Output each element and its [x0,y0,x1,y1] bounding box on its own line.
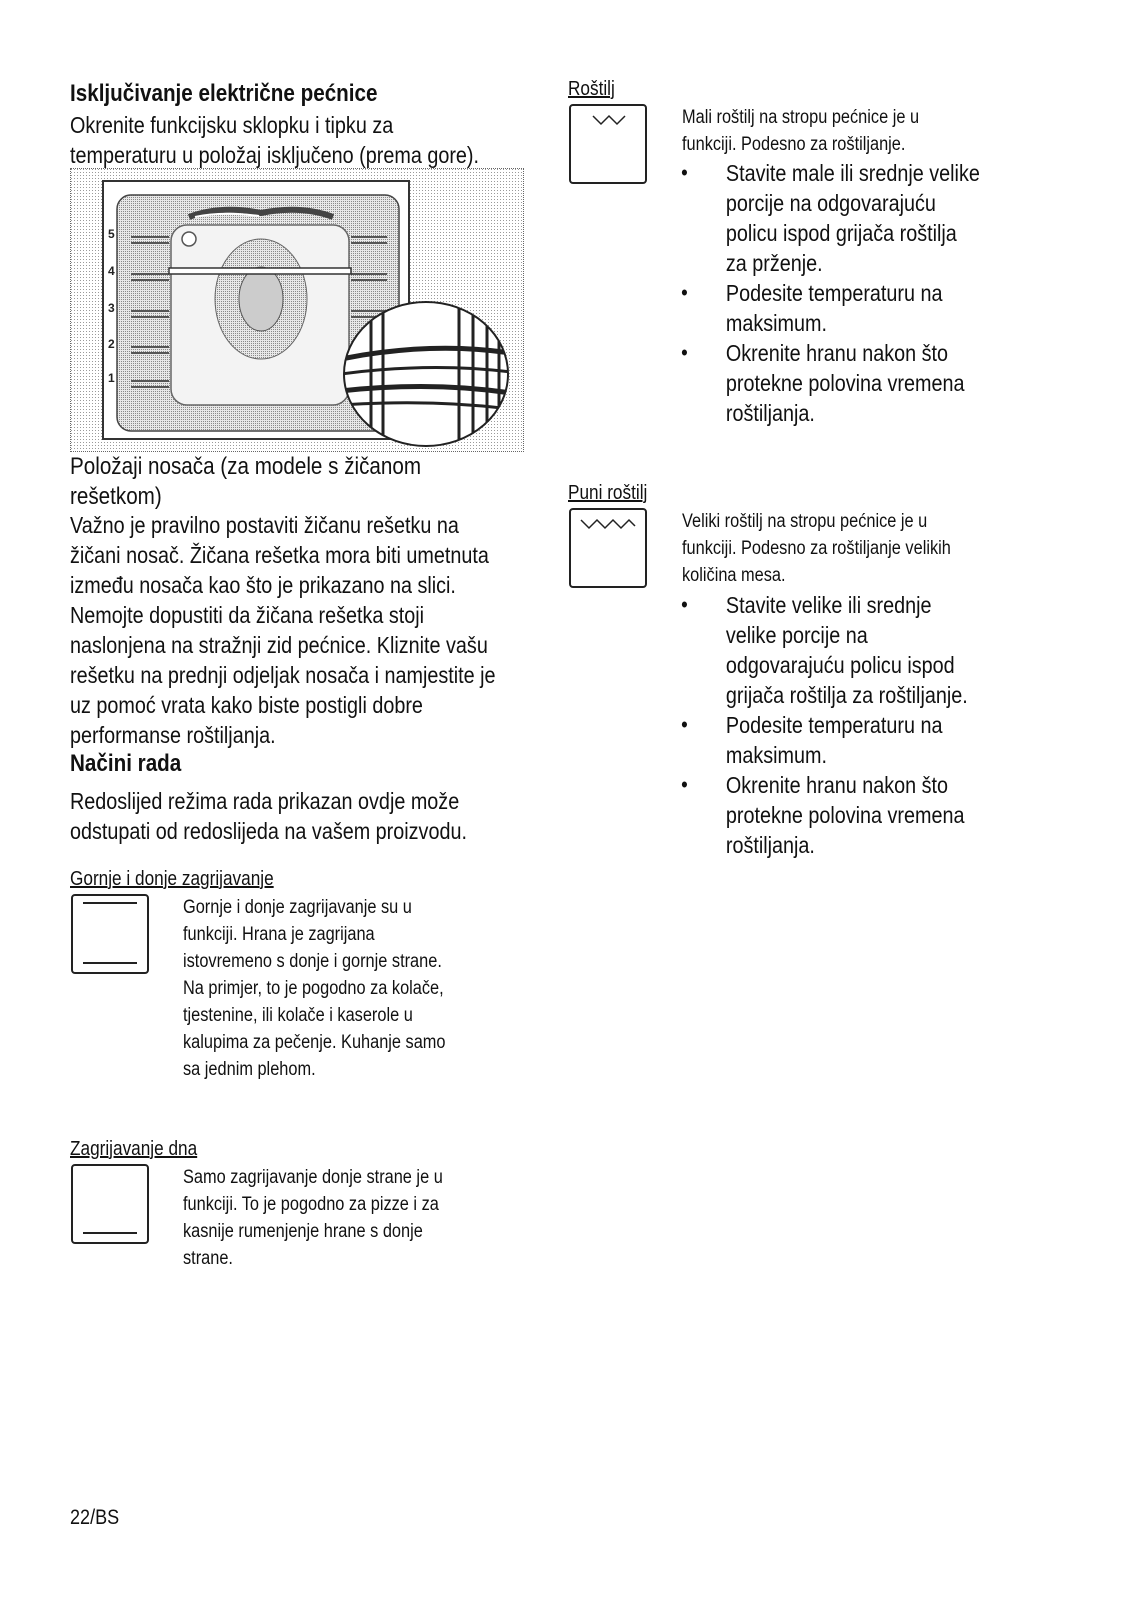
text-line: funkciji. Podesno za roštiljanje. [682,134,906,155]
text-line: Nemojte dopustiti da žičana rešetka stoji [70,602,425,628]
bottom-heat-icon [71,1164,149,1244]
text-line: protekne polovina vremena [725,802,965,828]
full-grill-element-shape [571,514,645,534]
section-text-rack-positions [70,510,496,750]
section-title-oven-off: Isključivanje električne pećnice [70,80,378,107]
list-item [676,590,968,710]
text-line: • Podesite temperaturu na [725,280,943,306]
top-bottom-heat-icon [71,894,149,974]
mode-desc-bottom-heat [183,1164,443,1272]
text-line: • Podesite temperaturu na [725,712,943,738]
text-line: grijača roštilja za roštiljanje. [725,682,968,708]
text-line: strane. [183,1248,233,1269]
text-line: performanse roštiljanja. [70,722,276,748]
title-line: rešetkom) [70,483,162,510]
text-line: između nosača kao što je prikazano na slici. [70,572,456,598]
text-line: Važno je pravilno postaviti žičanu rešetku na [70,512,459,538]
text-line: Mali roštilj na stropu pećnice je u [682,107,920,128]
mode-title-bottom-heat: Zagrijavanje dna [70,1138,198,1160]
text-line: maksimum. [725,310,827,336]
text-line: sa jednim plehom. [183,1059,316,1080]
list-item [676,278,980,338]
text-line: funkciji. Hrana je zagrijana [183,924,375,945]
grill-instructions-list [676,158,980,428]
title-line: Položaji nosača (za modele s žičanom [70,453,422,480]
text-line: Samo zagrijavanje donje strane je u [183,1167,443,1188]
text-line: protekne polovina vremena [725,370,965,396]
oven-rack-figure [70,168,524,452]
text-line: Na primjer, to je pogodno za kolače, [183,978,444,999]
rack-label: 4 [108,264,115,278]
text-line: odgovarajuću policu ispod [725,652,955,678]
list-item [676,770,968,860]
rack-label: 1 [108,371,115,385]
text-line: za prženje. [725,250,823,276]
text-line: • Stavite male ili srednje velike [725,160,980,186]
text-line: policu ispod grijača roštilja [725,220,957,246]
full-grill-instructions-list [676,590,968,860]
text-line: Okrenite funkcijsku sklopku i tipku za [70,112,394,138]
section-text-oven-off [70,110,479,170]
text-line: istovremeno s donje i gornje strane. [183,951,442,972]
text-line: naslonjena na stražnji zid pećnice. Kliznite vašu [70,632,488,658]
section-title-rack-positions [70,452,421,512]
text-line: porcije na odgovarajuću [725,190,936,216]
text-line: Redoslijed režima rada prikazan ovdje može [70,788,460,814]
text-line: žičani nosač. Žičana rešetka mora biti umetnuta [70,542,489,568]
text-line: Veliki roštilj na stropu pećnice je u [682,511,928,532]
section-text-operating-modes [70,786,467,846]
text-line: • Okrenite hranu nakon što [725,772,949,798]
list-item [676,338,980,428]
text-line: tjestenine, ili kolače i kaserole u [183,1005,413,1026]
text-line: uz pomoć vrata kako biste postigli dobre [70,692,423,718]
list-item [676,158,980,278]
text-line: velike porcije na [725,622,868,648]
text-line: temperaturu u položaj isključeno (prema gore). [70,142,479,168]
text-line: Gornje i donje zagrijavanje su u [183,897,412,918]
grill-element-shape [571,110,645,130]
text-line: odstupati od redoslijeda na vašem proizvodu. [70,818,467,844]
oven-interior-illustration [71,169,523,451]
rack-label: 2 [108,337,115,351]
list-item [676,710,968,770]
text-line: količina mesa. [682,565,786,586]
text-line: • Stavite velike ili srednje [725,592,932,618]
text-line: kasnije rumenjenje hrane s donje [183,1221,423,1242]
text-line: maksimum. [725,742,827,768]
text-line: roštiljanja. [725,832,815,858]
mode-desc-grill [682,104,919,158]
text-line: • Okrenite hranu nakon što [725,340,949,366]
mode-title-full-grill: Puni roštilj [568,482,648,504]
mode-desc-top-bottom-heat [183,894,446,1083]
text-line: roštiljanja. [725,400,815,426]
full-grill-icon [569,508,647,588]
section-title-operating-modes: Načini rada [70,750,182,777]
grill-icon [569,104,647,184]
mode-title-grill: Roštilj [568,78,615,100]
mode-title-top-bottom-heat: Gornje i donje zagrijavanje [70,868,274,890]
rack-label: 3 [108,301,115,315]
text-line: funkciji. To je pogodno za pizze i za [183,1194,439,1215]
mode-desc-full-grill [682,508,951,589]
text-line: rešetku na prednji odjeljak nosača i namjestite je [70,662,496,688]
rack-label: 5 [108,227,115,241]
page-number: 22/BS [70,1506,120,1529]
text-line: funkciji. Podesno za roštiljanje velikih [682,538,951,559]
text-line: kalupima za pečenje. Kuhanje samo [183,1032,446,1053]
